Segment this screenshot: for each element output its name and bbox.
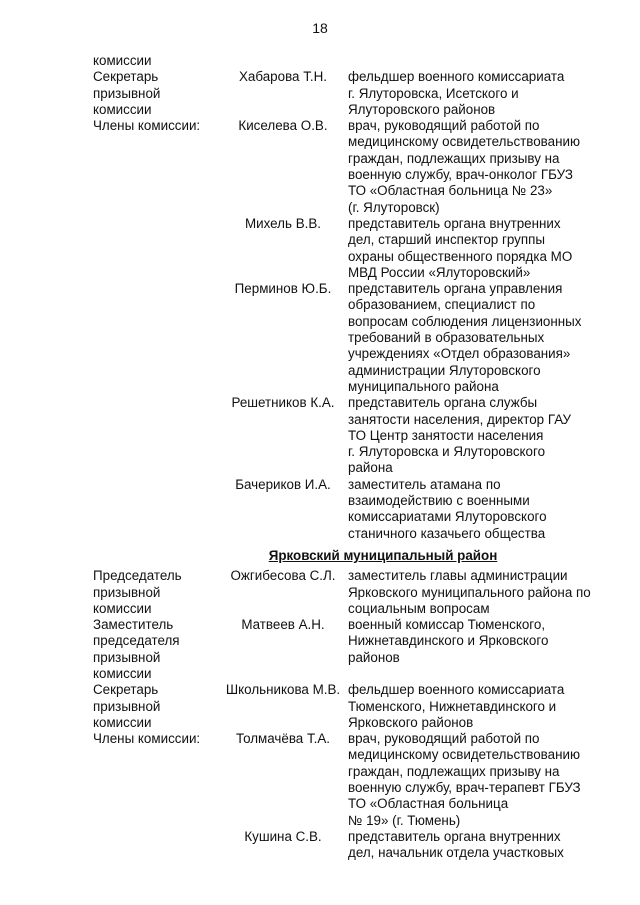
role-line: Члены комиссии: (93, 118, 201, 134)
member-name: Школьникова М.В. (225, 682, 341, 698)
member-name: Толмачёва Т.А. (235, 731, 331, 747)
member-name: Перминов Ю.Б. (234, 281, 332, 297)
position-line: Тюменского, Нижнетавдинского и (348, 698, 557, 714)
position-line: учреждениях «Отдел образования» (348, 346, 571, 362)
position-line: врач, руководящий работой по (348, 118, 540, 134)
position-line: районов (348, 649, 400, 665)
position-line: образованием, специалист по (348, 297, 536, 313)
member-row (93, 829, 613, 862)
member-row (93, 118, 613, 216)
role-line: Заместитель (93, 617, 174, 633)
member-role (93, 829, 218, 862)
role-line: комиссии (93, 600, 152, 616)
role-line: комиссии (93, 665, 152, 681)
member-position (348, 281, 613, 395)
member-position (348, 53, 613, 69)
member-role (93, 118, 218, 216)
member-position (348, 829, 613, 862)
member-row (93, 682, 613, 731)
position-line: охраны общественного порядка МО (348, 248, 573, 264)
position-line: муниципального района (348, 378, 499, 394)
member-row (93, 281, 613, 395)
position-line: фельдшер военного комиссариата (348, 69, 565, 85)
position-line: фельдшер военного комиссариата (348, 682, 565, 698)
position-line: комиссариатами Ялуторовского (348, 509, 547, 525)
position-line: г. Ялуторовска, Исетского и (348, 85, 519, 101)
position-line: МВД России «Ялуторовский» (348, 264, 531, 280)
position-line: военный комиссар Тюменского, (348, 617, 546, 633)
member-name: Хабарова Т.Н. (238, 69, 328, 85)
member-role (93, 731, 218, 829)
member-name: Ожгибесова С.Л. (230, 568, 336, 584)
position-line: ТО Центр занятости населения (348, 427, 544, 443)
member-row (93, 216, 613, 281)
role-line: председателя (93, 633, 180, 649)
role-line: призывной (93, 584, 161, 600)
member-role (93, 216, 218, 281)
member-position (348, 118, 613, 216)
member-position (348, 69, 613, 118)
member-role (93, 53, 218, 69)
position-line: граждан, подлежащих призыву на (348, 150, 560, 166)
member-position (348, 477, 613, 542)
position-line: военную службу, врач-терапевт ГБУЗ (348, 780, 581, 796)
role-line: призывной (93, 85, 161, 101)
member-position (348, 568, 613, 617)
member-position (348, 731, 613, 829)
position-line: Ялуторовского районов (348, 101, 496, 117)
position-line: (г. Ялуторовск) (348, 199, 440, 215)
position-line: представитель органа внутренних (348, 215, 561, 231)
member-role (93, 682, 218, 731)
role-line: Секретарь (93, 682, 159, 698)
position-line: представитель органа внутренних (348, 828, 561, 844)
member-position (348, 216, 613, 281)
position-line: вопросам соблюдения лицензионных (348, 313, 582, 329)
member-row (93, 53, 613, 69)
page-number: 18 (312, 20, 328, 36)
member-name: Матвеев А.Н. (241, 617, 325, 633)
role-line: призывной (93, 649, 161, 665)
position-line: дел, начальник отдела участковых (348, 845, 564, 861)
member-row (93, 395, 613, 476)
position-line: медицинскому освидетельствованию (348, 747, 581, 763)
member-name (218, 53, 348, 69)
member-name: Михель В.В. (245, 215, 321, 231)
position-line: администрации Ялуторовского (348, 362, 541, 378)
position-line: дел, старший инспектор группы (348, 232, 545, 248)
role-line: комиссии (93, 53, 152, 68)
position-line: станичного казачьего общества (348, 525, 546, 541)
member-position (348, 682, 613, 731)
member-role (93, 281, 218, 395)
position-line: района (348, 460, 393, 476)
position-line: ТО «Областная больница № 23» (348, 183, 553, 199)
member-role (93, 617, 218, 682)
member-role (93, 395, 218, 476)
position-line: социальным вопросам (348, 600, 490, 616)
member-row (93, 568, 613, 617)
member-role (93, 568, 218, 617)
position-line: военную службу, врач-онколог ГБУЗ (348, 167, 573, 183)
position-line: Ярковского районов (348, 714, 474, 730)
position-line: № 19» (г. Тюмень) (348, 812, 461, 828)
member-role (93, 69, 218, 118)
member-position (348, 617, 613, 682)
position-line: ТО «Областная больница (348, 796, 509, 812)
member-name: Бачериков И.А. (235, 476, 331, 492)
member-position (348, 395, 613, 476)
member-role (93, 477, 218, 542)
position-line: медицинскому освидетельствованию (348, 134, 581, 150)
member-name: Кушина С.В. (244, 828, 322, 844)
member-row (93, 69, 613, 118)
commission-list (93, 53, 613, 862)
position-line: представитель органа службы (348, 395, 538, 411)
member-row (93, 731, 613, 829)
position-line: представитель органа управления (348, 281, 563, 297)
member-row (93, 477, 613, 542)
position-line: Ярковского муниципального района по (348, 584, 591, 600)
position-line: заместитель главы администрации (348, 568, 568, 584)
position-line: врач, руководящий работой по (348, 731, 540, 747)
role-line: комиссии (93, 714, 152, 730)
position-line: требований в образовательных (348, 330, 545, 346)
role-line: Члены комиссии: (93, 731, 201, 747)
position-line: взаимодействию с военными (348, 493, 530, 509)
position-line: занятости населения, директор ГАУ (348, 411, 572, 427)
role-line: призывной (93, 698, 161, 714)
member-name: Киселева О.В. (238, 118, 328, 134)
section-title: Ярковский муниципальный район (268, 547, 498, 563)
position-line: граждан, подлежащих призыву на (348, 763, 560, 779)
position-line: Нижнетавдинского и Ярковского (348, 633, 549, 649)
member-name: Решетников К.А. (231, 395, 335, 411)
position-line: заместитель атамана по (348, 476, 501, 492)
role-line: Секретарь (93, 69, 159, 85)
member-row (93, 617, 613, 682)
position-line: г. Ялуторовска и Ялуторовского (348, 444, 546, 460)
role-line: комиссии (93, 101, 152, 117)
role-line: Председатель (93, 568, 182, 584)
